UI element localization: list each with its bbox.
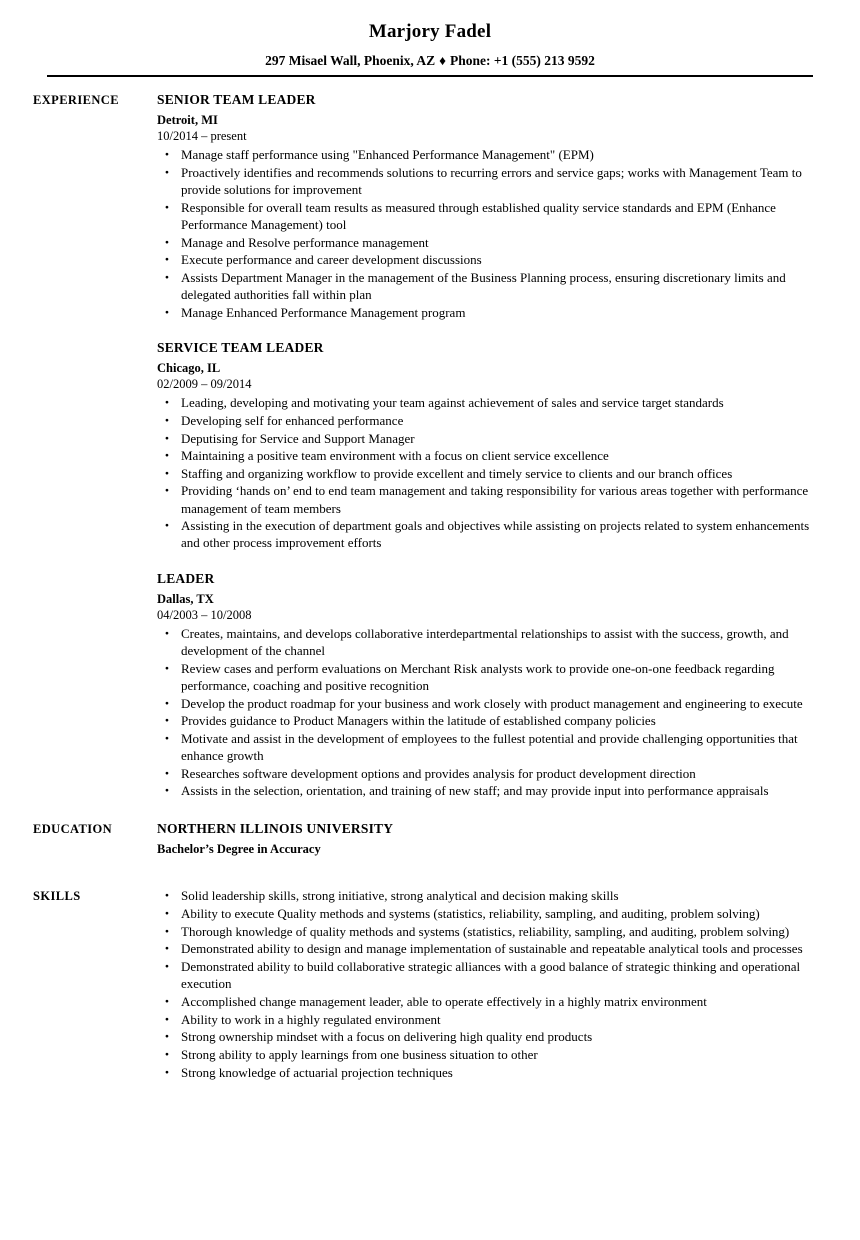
job-title: LEADER [157, 570, 215, 586]
bullet-item: ● Ability to work in a highly regulated environment [157, 1011, 810, 1028]
bullet-item: ● Manage Enhanced Performance Management program [157, 304, 810, 321]
bullet-item: ● Creates, maintains, and develops collaborative interdepartmental relationships to assist with the success, growth, and development of the channel [157, 625, 810, 659]
bullet-item: ● Assists Department Manager in the management of the Business Planning process, ensuring discretionary limits and delegated authorities fall within plan [157, 269, 810, 303]
bullet-item: ● Review cases and perform evaluations on Merchant Risk analysts work to provide one-on-one feedback regarding performance, coaching and positive recognition [157, 660, 810, 694]
bullet-item: ● Providing ‘hands on’ end to end team management and taking responsibility for various areas together with performance management of team members [157, 482, 810, 516]
section-skills [33, 887, 810, 1081]
bullet-item: ● Deputising for Service and Support Manager [157, 430, 810, 447]
bullet-item: ● Demonstrated ability to build collaborative strategic alliances with a good balance of strategic thinking and operational execution [157, 958, 810, 992]
bullet-item: ● Solid leadership skills, strong initiative, strong analytical and decision making skills [157, 887, 810, 904]
resume-content [0, 91, 860, 1081]
contact-line [0, 53, 860, 69]
bullet-item: ● Demonstrated ability to design and manage implementation of sustainable and repeatable analytical tools and processes [157, 940, 810, 957]
bullet-item: ● Proactively identifies and recommends solutions to recurring errors and service gaps; works with Management Team to provide solutions for improvement [157, 164, 810, 198]
bullet-item: ● Assists in the selection, orientation, and training of new staff; and may provide input into performance appraisals [157, 782, 810, 799]
job-location: Detroit, MI [157, 113, 218, 128]
bullet-item: ● Thorough knowledge of quality methods and systems (statistics, reliability, sampling, and auditing, problem solving) [157, 923, 810, 940]
section-label-education: EDUCATION [33, 822, 113, 836]
education-school: NORTHERN ILLINOIS UNIVERSITY [157, 821, 394, 836]
bullet-item: ● Leading, developing and motivating your team against achievement of sales and service target standards [157, 394, 810, 411]
job-bullet-list [157, 146, 810, 321]
header-divider [47, 75, 813, 77]
bullet-item: ● Strong ability to apply learnings from one business situation to other [157, 1046, 810, 1063]
section-education [33, 820, 810, 857]
job-dates: 10/2014 – present [157, 129, 247, 144]
section-experience [33, 91, 810, 800]
bullet-item: ● Strong knowledge of actuarial projection techniques [157, 1064, 810, 1081]
bullet-item: ● Staffing and organizing workflow to provide excellent and timely service to clients and our branch offices [157, 465, 810, 482]
bullet-item: ● Assisting in the execution of department goals and objectives while assisting on projects related to system enhancements and other process improvement efforts [157, 517, 810, 551]
education-body [157, 820, 810, 857]
bullet-item: ● Maintaining a positive team environment with a focus on client service excellence [157, 447, 810, 464]
skills-bullet-list [157, 887, 810, 1080]
bullet-item: ● Execute performance and career development discussions [157, 251, 810, 268]
resume-header [0, 0, 860, 77]
bullet-item: ● Motivate and assist in the development of employees to the fullest potential and provide challenging opportunities that enhance growth [157, 730, 810, 764]
job-bullet-list [157, 394, 810, 551]
contact-phone: Phone: +1 (555) 213 9592 [449, 52, 595, 68]
bullet-item: ● Develop the product roadmap for your business and work closely with product management and engineering to execute [157, 695, 810, 712]
bullet-item: ● Manage and Resolve performance management [157, 234, 810, 251]
job-dates: 02/2009 – 09/2014 [157, 377, 252, 392]
diamond-separator-icon: ♦ [439, 52, 446, 68]
job-location: Dallas, TX [157, 591, 214, 606]
job-dates: 04/2003 – 10/2008 [157, 608, 252, 623]
section-label-experience: EXPERIENCE [33, 92, 119, 107]
job-bullet-list [157, 625, 810, 800]
job-entry [157, 91, 810, 321]
job-entry [157, 339, 810, 552]
bullet-item: ● Ability to execute Quality methods and systems (statistics, reliability, sampling, and auditing, problem solving) [157, 905, 810, 922]
bullet-item: ● Accomplished change management leader, able to operate effectively in a highly matrix environment [157, 993, 810, 1010]
skills-body [157, 887, 810, 1081]
bullet-item: ● Developing self for enhanced performance [157, 412, 810, 429]
job-title: SENIOR TEAM LEADER [157, 91, 316, 107]
bullet-item: ● Manage staff performance using "Enhanced Performance Management" (EPM) [157, 146, 810, 163]
contact-address: 297 Misael Wall, Phoenix, AZ [265, 52, 436, 68]
candidate-name: Marjory Fadel [368, 21, 492, 42]
education-degree: Bachelor’s Degree in Accuracy [157, 842, 321, 857]
bullet-item: ● Researches software development options and provides analysis for product development direction [157, 765, 810, 782]
job-entry [157, 570, 810, 800]
experience-body [157, 91, 810, 800]
job-title: SERVICE TEAM LEADER [157, 339, 324, 355]
bullet-item: ● Responsible for overall team results as measured through established quality service standards and EPM (Enhance Performance Management) tool [157, 199, 810, 233]
bullet-item: ● Strong ownership mindset with a focus on delivering high quality end products [157, 1028, 810, 1045]
section-label-skills: SKILLS [33, 889, 81, 904]
bullet-item: ● Provides guidance to Product Managers within the latitude of established company policies [157, 712, 810, 729]
job-location: Chicago, IL [157, 361, 221, 376]
